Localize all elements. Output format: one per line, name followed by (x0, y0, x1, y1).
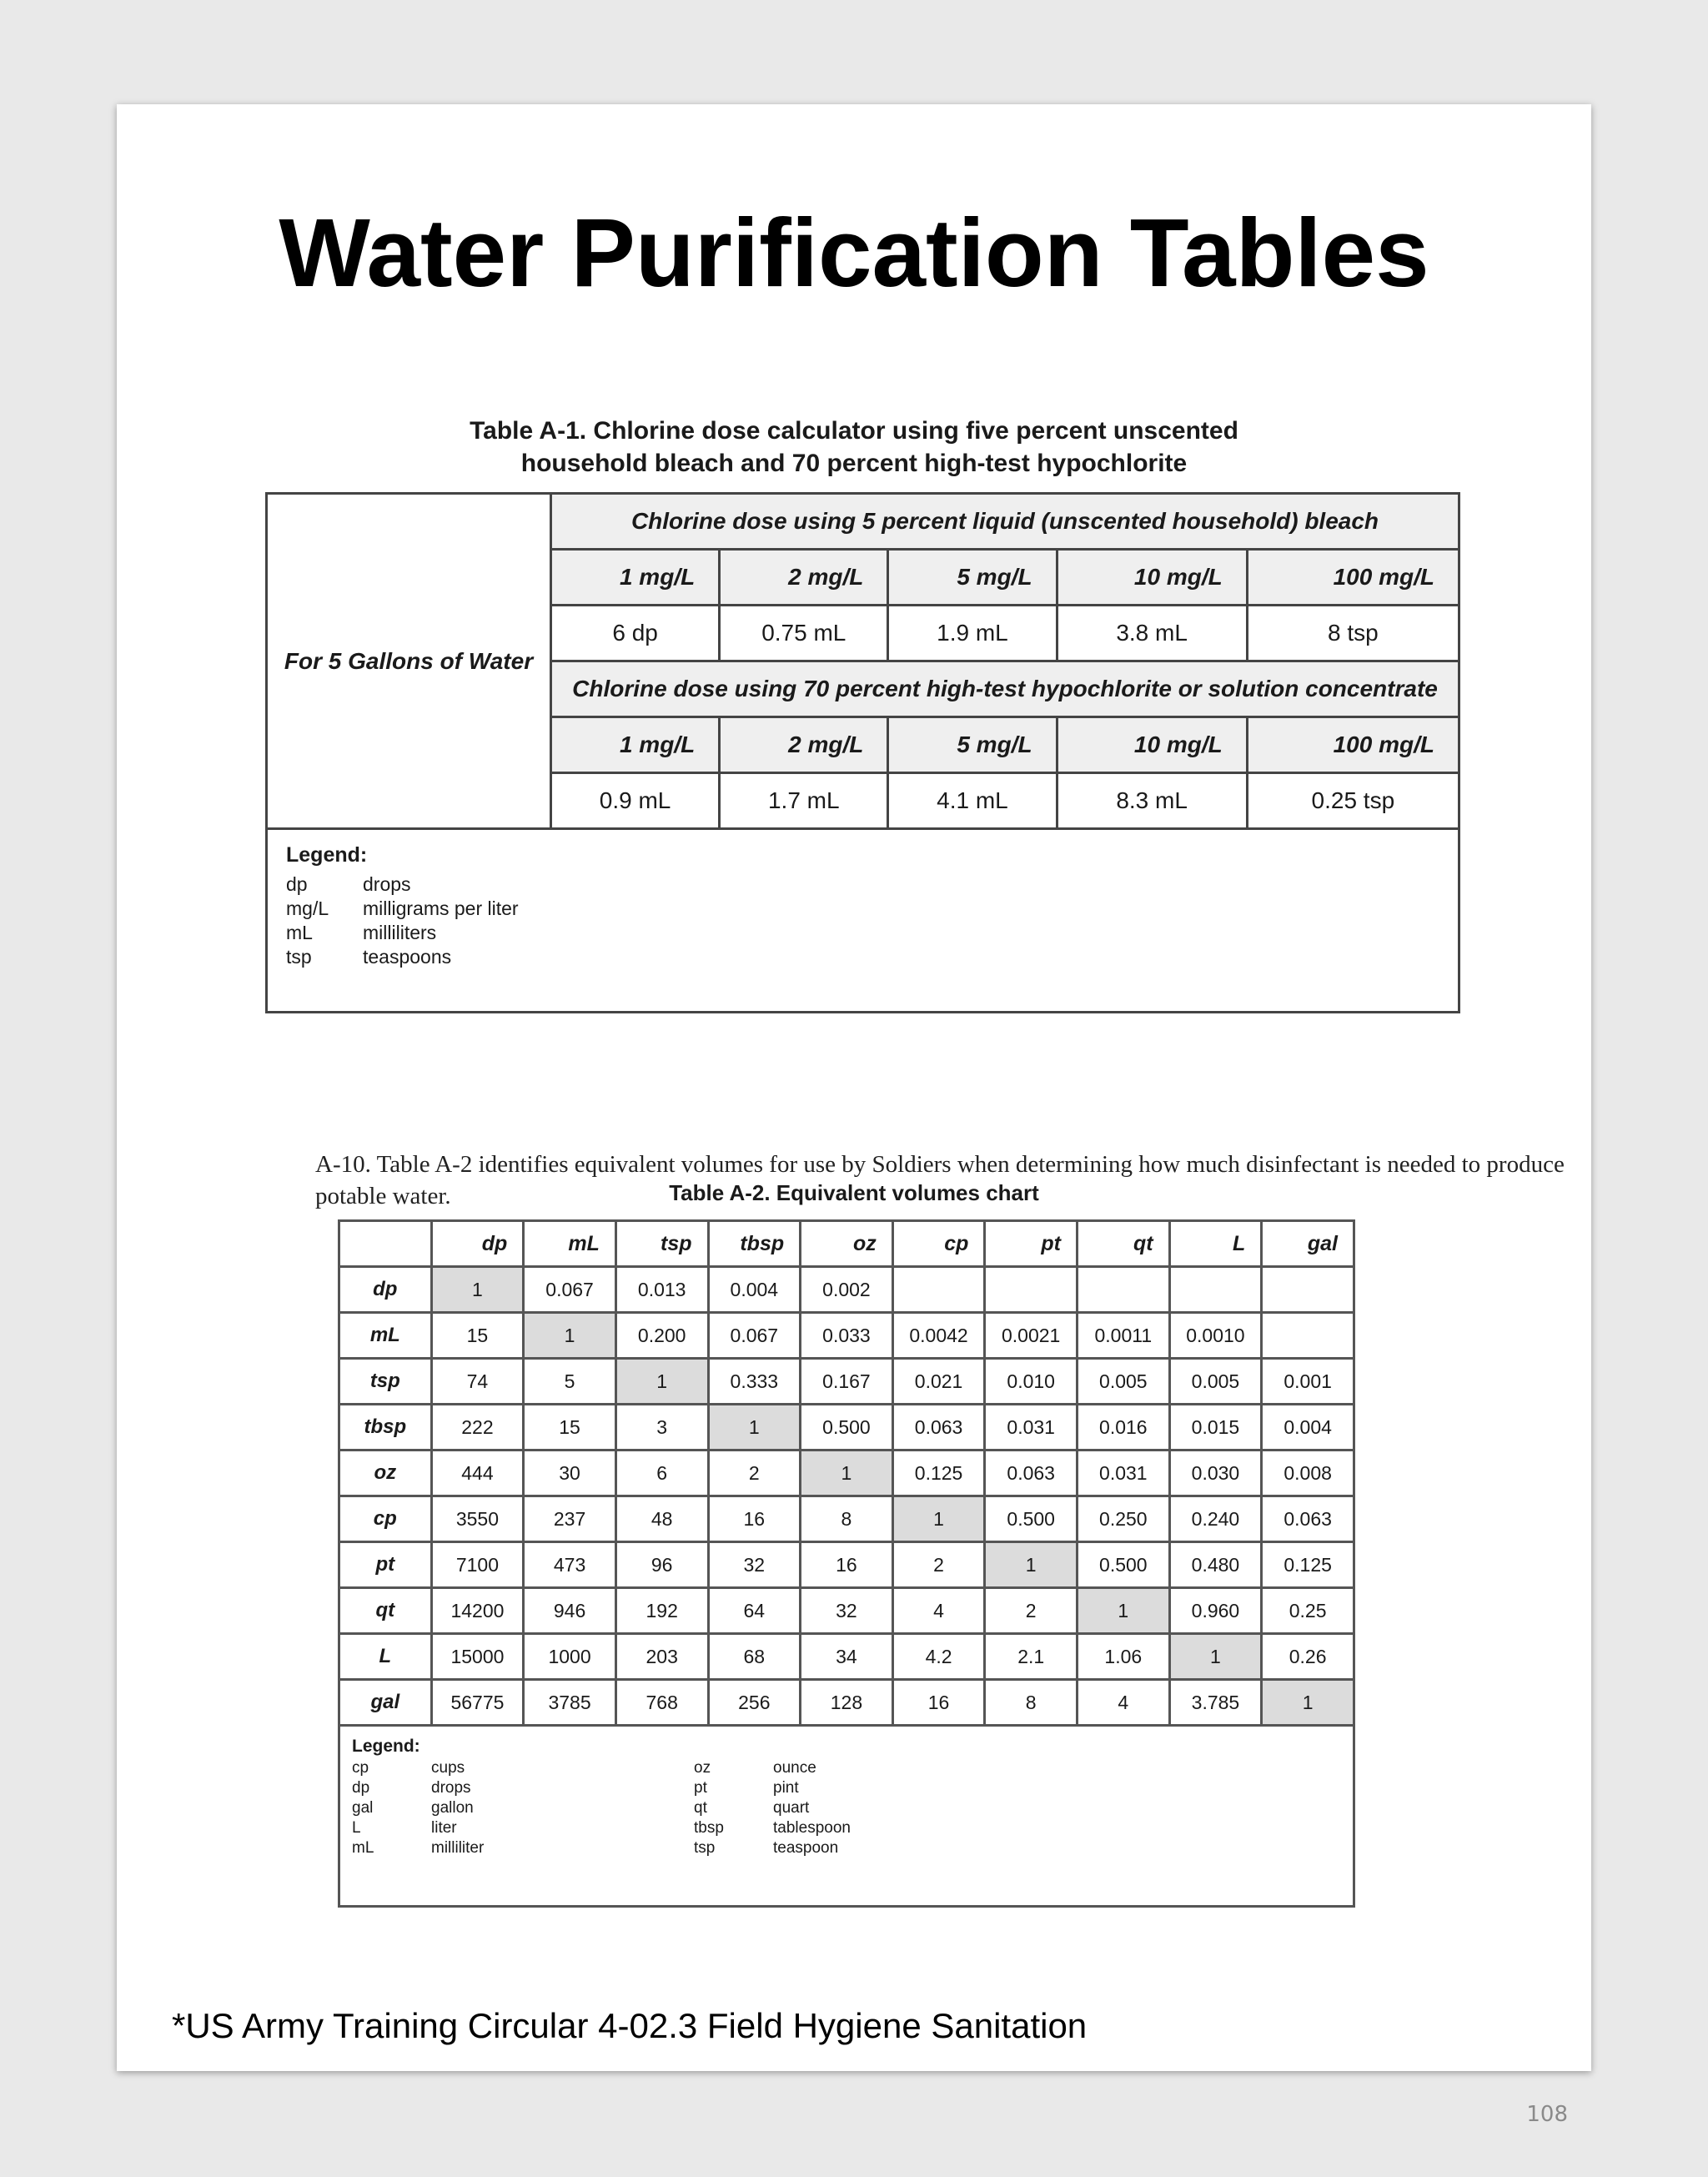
legend-title: Legend: (352, 1737, 420, 1756)
table-cell (892, 1267, 985, 1313)
legend-meaning: teaspoon (773, 1839, 839, 1857)
table-cell (985, 1267, 1078, 1313)
table-cell: 0.030 (1169, 1450, 1262, 1496)
table-cell: 14200 (431, 1588, 524, 1634)
table-cell: 3 (615, 1405, 708, 1450)
row-header: mL (339, 1313, 432, 1359)
table-cell: 4 (1078, 1680, 1170, 1726)
table-cell: 5 (524, 1359, 616, 1405)
table-cell: 1 (431, 1267, 524, 1313)
table-a1-legend-row (267, 829, 1459, 1013)
table-a1-side-label: For 5 Gallons of Water (267, 494, 551, 829)
legend-meaning: drops (431, 1779, 471, 1797)
legend-abbr: tsp (694, 1839, 716, 1857)
legend-meaning: drops (363, 873, 411, 895)
bleach-unit-cell: 2 mg/L (720, 550, 888, 606)
table-cell: 2.1 (985, 1634, 1078, 1680)
legend-abbr: pt (694, 1779, 707, 1797)
table-cell: 15 (431, 1313, 524, 1359)
htc-value-cell: 0.9 mL (551, 773, 720, 829)
table-cell: 1 (708, 1405, 801, 1450)
table-cell: 1 (801, 1450, 893, 1496)
table-cell: 8 (801, 1496, 893, 1542)
table-cell (1078, 1267, 1170, 1313)
bleach-header: Chlorine dose using 5 percent liquid (unscented household) bleach (551, 494, 1459, 550)
table-a1-caption (117, 415, 1591, 480)
table-cell: 6 (615, 1450, 708, 1496)
legend-abbr: dp (352, 1779, 370, 1797)
source-footnote: *US Army Training Circular 4-02.3 Field Hygiene Sanitation (172, 2006, 1088, 2045)
legend-title: Legend: (286, 843, 368, 867)
htc-unit-cell: 1 mg/L (551, 717, 720, 773)
row-header: cp (339, 1496, 432, 1542)
table-row (339, 1405, 1354, 1450)
legend-item (694, 1798, 1036, 1818)
htc-value-cell: 1.7 mL (720, 773, 888, 829)
legend-abbr: mL (286, 922, 313, 943)
column-header: cp (892, 1221, 985, 1267)
slide-page (117, 104, 1591, 2071)
table-cell: 222 (431, 1405, 524, 1450)
bleach-unit-cell: 100 mg/L (1247, 550, 1459, 606)
table-cell: 0.125 (1262, 1542, 1354, 1588)
table-cell: 0.200 (615, 1313, 708, 1359)
legend-meaning: gallon (431, 1799, 474, 1817)
table-cell: 0.010 (985, 1359, 1078, 1405)
table-cell: 0.480 (1169, 1542, 1262, 1588)
page-title: Water Purification Tables (279, 199, 1429, 307)
page-number: 108 (1526, 2102, 1568, 2127)
table-cell: 0.008 (1262, 1450, 1354, 1496)
legend-columns (352, 1758, 1341, 1858)
table-cell: 15000 (431, 1634, 524, 1680)
row-header: qt (339, 1588, 432, 1634)
table-a1-caption-line1: Table A-1. Chlorine dose calculator using five percent unscented (470, 417, 1238, 445)
table-cell: 0.125 (892, 1450, 985, 1496)
table-cell: 0.333 (708, 1359, 801, 1405)
legend-meaning: milliliters (363, 922, 437, 943)
table-cell: 0.250 (1078, 1496, 1170, 1542)
table-cell: 0.500 (801, 1405, 893, 1450)
table-a2-header-row (339, 1221, 1354, 1267)
table-cell: 473 (524, 1542, 616, 1588)
legend-item (286, 872, 1439, 897)
legend-item (352, 1758, 694, 1778)
table-cell: 74 (431, 1359, 524, 1405)
legend-meaning: milliliter (431, 1839, 485, 1857)
table-a1-caption-line2: household bleach and 70 percent high-test hypochlorite (520, 450, 1188, 477)
table-cell: 3.785 (1169, 1680, 1262, 1726)
legend-item (694, 1778, 1036, 1798)
table-cell: 56775 (431, 1680, 524, 1726)
table-cell: 0.0042 (892, 1313, 985, 1359)
legend-item (286, 921, 1439, 945)
htc-header: Chlorine dose using 70 percent high-test hypochlorite or solution concentrate (551, 661, 1459, 717)
table-cell: 1.06 (1078, 1634, 1170, 1680)
table-row (339, 1542, 1354, 1588)
table-cell: 4.2 (892, 1634, 985, 1680)
legend-meaning: teaspoons (363, 946, 452, 968)
legend-item (694, 1818, 1036, 1838)
table-cell: 1 (892, 1496, 985, 1542)
table-cell: 0.004 (1262, 1405, 1354, 1450)
equivalent-volumes-table (338, 1219, 1355, 1908)
column-header: oz (801, 1221, 893, 1267)
legend-column (352, 1758, 694, 1858)
legend-item (352, 1778, 694, 1798)
legend-item (694, 1838, 1036, 1858)
legend-item (352, 1798, 694, 1818)
row-header: dp (339, 1267, 432, 1313)
table-cell: 15 (524, 1405, 616, 1450)
table-cell: 0.063 (1262, 1496, 1354, 1542)
table-cell: 256 (708, 1680, 801, 1726)
table-cell: 1 (985, 1542, 1078, 1588)
legend-meaning: tablespoon (773, 1819, 851, 1837)
legend-meaning: pint (773, 1779, 799, 1797)
bleach-value-cell: 0.75 mL (720, 606, 888, 661)
bleach-value-cell: 6 dp (551, 606, 720, 661)
table-cell: 68 (708, 1634, 801, 1680)
bleach-unit-cell: 5 mg/L (888, 550, 1057, 606)
table-row (339, 1313, 1354, 1359)
table-cell: 0.067 (708, 1313, 801, 1359)
row-header: pt (339, 1542, 432, 1588)
table-cell (1262, 1267, 1354, 1313)
legend-meaning: milligrams per liter (363, 897, 519, 919)
table-cell: 48 (615, 1496, 708, 1542)
legend-item (286, 897, 1439, 921)
legend-abbr: dp (286, 873, 308, 895)
table-cell: 16 (801, 1542, 893, 1588)
legend-item (694, 1758, 1036, 1778)
table-cell: 2 (985, 1588, 1078, 1634)
table-cell: 0.033 (801, 1313, 893, 1359)
table-cell: 237 (524, 1496, 616, 1542)
htc-value-cell: 0.25 tsp (1247, 773, 1459, 829)
htc-unit-cell: 2 mg/L (720, 717, 888, 773)
legend-column (694, 1758, 1036, 1858)
table-cell: 946 (524, 1588, 616, 1634)
column-header: dp (431, 1221, 524, 1267)
legend-abbr: mg/L (286, 897, 329, 919)
table-cell: 0.031 (1078, 1450, 1170, 1496)
table-cell: 3550 (431, 1496, 524, 1542)
legend-abbr: cp (352, 1759, 369, 1777)
table-cell: 1 (1262, 1680, 1354, 1726)
table-cell: 0.002 (801, 1267, 893, 1313)
legend-abbr: oz (694, 1759, 711, 1777)
table-cell: 16 (892, 1680, 985, 1726)
htc-unit-cell: 10 mg/L (1057, 717, 1247, 773)
table-cell: 128 (801, 1680, 893, 1726)
table-cell: 0.960 (1169, 1588, 1262, 1634)
row-header: L (339, 1634, 432, 1680)
bleach-unit-cell: 10 mg/L (1057, 550, 1247, 606)
legend-abbr: qt (694, 1799, 707, 1817)
table-cell: 0.0010 (1169, 1313, 1262, 1359)
table-cell: 0.240 (1169, 1496, 1262, 1542)
row-header: oz (339, 1450, 432, 1496)
table-a1-legend (267, 829, 1459, 1013)
column-header: tsp (615, 1221, 708, 1267)
table-cell: 32 (708, 1542, 801, 1588)
legend-meaning: cups (431, 1759, 465, 1777)
body-paragraph: A-10. Table A-2 identifies equivalent volumes for use by Soldiers when determining how much disinfectant is needed to produce potable water. (315, 1151, 1565, 1209)
bleach-unit-cell: 1 mg/L (551, 550, 720, 606)
htc-value-cell: 8.3 mL (1057, 773, 1247, 829)
table-a2-legend-row (339, 1726, 1354, 1907)
table-cell: 4 (892, 1588, 985, 1634)
table-cell: 34 (801, 1634, 893, 1680)
table-cell: 0.015 (1169, 1405, 1262, 1450)
table-a1-row (267, 494, 1459, 550)
htc-unit-cell: 100 mg/L (1247, 717, 1459, 773)
legend-abbr: mL (352, 1839, 374, 1857)
legend-item (352, 1818, 694, 1838)
table-cell: 1 (615, 1359, 708, 1405)
table-cell: 2 (892, 1542, 985, 1588)
table-row (339, 1267, 1354, 1313)
htc-value-cell: 4.1 mL (888, 773, 1057, 829)
table-cell: 7100 (431, 1542, 524, 1588)
legend-meaning: liter (431, 1819, 457, 1837)
legend-item (286, 945, 1439, 969)
table-cell: 1 (1078, 1588, 1170, 1634)
column-header: pt (985, 1221, 1078, 1267)
table-cell: 64 (708, 1588, 801, 1634)
table-cell: 0.016 (1078, 1405, 1170, 1450)
table-cell: 0.001 (1262, 1359, 1354, 1405)
column-header: L (1169, 1221, 1262, 1267)
table-cell: 8 (985, 1680, 1078, 1726)
table-cell: 0.013 (615, 1267, 708, 1313)
table-cell: 0.500 (1078, 1542, 1170, 1588)
htc-unit-cell: 5 mg/L (888, 717, 1057, 773)
table-cell: 0.167 (801, 1359, 893, 1405)
table-cell: 0.031 (985, 1405, 1078, 1450)
table-cell: 444 (431, 1450, 524, 1496)
table-cell: 0.004 (708, 1267, 801, 1313)
table-cell: 0.021 (892, 1359, 985, 1405)
legend-meaning: quart (773, 1799, 810, 1817)
table-cell: 203 (615, 1634, 708, 1680)
table-cell: 96 (615, 1542, 708, 1588)
legend-abbr: tsp (286, 946, 312, 968)
column-header: mL (524, 1221, 616, 1267)
table-cell: 0.005 (1078, 1359, 1170, 1405)
column-header: gal (1262, 1221, 1354, 1267)
column-header: tbsp (708, 1221, 801, 1267)
table-cell: 3785 (524, 1680, 616, 1726)
table-cell: 1 (1169, 1634, 1262, 1680)
table-a2-legend (339, 1726, 1354, 1907)
legend-abbr: L (352, 1819, 361, 1837)
table-cell (1169, 1267, 1262, 1313)
table-cell: 0.26 (1262, 1634, 1354, 1680)
table-cell: 0.063 (892, 1405, 985, 1450)
row-header: tbsp (339, 1405, 432, 1450)
bleach-value-cell: 8 tsp (1247, 606, 1459, 661)
bleach-value-cell: 3.8 mL (1057, 606, 1247, 661)
table-row (339, 1680, 1354, 1726)
bleach-value-cell: 1.9 mL (888, 606, 1057, 661)
legend-abbr: gal (352, 1799, 374, 1817)
table-row (339, 1634, 1354, 1680)
table-cell: 0.25 (1262, 1588, 1354, 1634)
table-row (339, 1588, 1354, 1634)
table-cell: 192 (615, 1588, 708, 1634)
table-row (339, 1496, 1354, 1542)
row-header: tsp (339, 1359, 432, 1405)
table-cell: 0.0011 (1078, 1313, 1170, 1359)
table-cell: 768 (615, 1680, 708, 1726)
table-cell: 0.0021 (985, 1313, 1078, 1359)
table-cell: 1 (524, 1313, 616, 1359)
table-a2-caption: Table A-2. Equivalent volumes chart (669, 1180, 1039, 1205)
table-cell: 0.005 (1169, 1359, 1262, 1405)
table-cell: 0.500 (985, 1496, 1078, 1542)
chlorine-dose-table (265, 492, 1460, 1013)
table-cell: 2 (708, 1450, 801, 1496)
table-row (339, 1450, 1354, 1496)
table-cell: 0.063 (985, 1450, 1078, 1496)
table-cell: 16 (708, 1496, 801, 1542)
row-header: gal (339, 1680, 432, 1726)
table-cell: 1000 (524, 1634, 616, 1680)
legend-meaning: ounce (773, 1759, 816, 1777)
legend-item (352, 1838, 694, 1858)
column-header: qt (1078, 1221, 1170, 1267)
table-cell: 32 (801, 1588, 893, 1634)
corner-cell (339, 1221, 432, 1267)
table-cell: 30 (524, 1450, 616, 1496)
table-cell (1262, 1313, 1354, 1359)
table-row (339, 1359, 1354, 1405)
legend-abbr: tbsp (694, 1819, 724, 1837)
table-cell: 0.067 (524, 1267, 616, 1313)
